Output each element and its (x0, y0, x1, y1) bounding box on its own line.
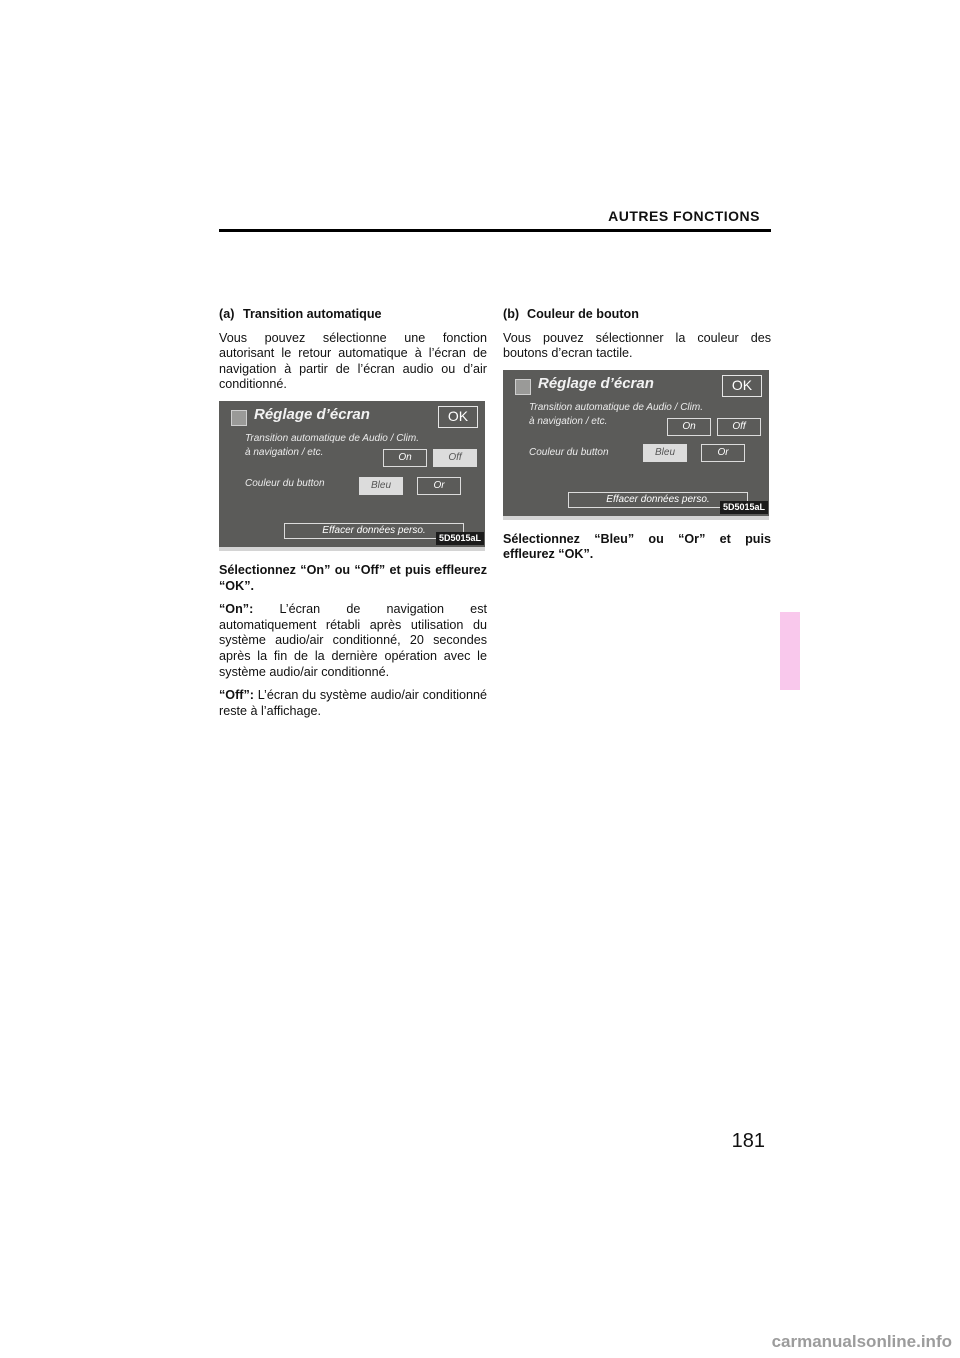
page-number: 181 (731, 1130, 765, 1152)
ok-button: OK (438, 406, 478, 428)
ok-button: OK (722, 375, 762, 397)
off-term: “Off”: (219, 688, 254, 703)
section-b-instruction: Sélectionnez “Bleu” ou “Or” et puis effleurez “OK”. (503, 531, 771, 562)
on-button: On (383, 449, 427, 467)
on-text: L’écran de navigation est automatiquement rétabli après utilisation du système audio/air conditionné, 20 secondes après la fin de la dernière opération avec le système audio/air conditionné. (219, 602, 487, 679)
screen-bottom-stripe (503, 516, 769, 520)
section-b-title: Couleur de bouton (527, 307, 639, 321)
image-code: 5D5015aL (436, 532, 484, 545)
section-a-instruction: Sélectionnez “On” ou “Off” et puis effleurez “OK”. (219, 562, 487, 593)
section-b-label: (b) (503, 307, 520, 321)
section-tab (780, 612, 800, 690)
color-label: Couleur du button (245, 477, 325, 489)
section-a-intro: Vous pouvez sélectionne une fonction autorisant le retour automatique à l’écran de navigation à partir de l’écran audio ou d’air conditionné. (219, 330, 487, 392)
or-button: Or (701, 444, 745, 462)
clear-data-button: Effacer données perso. (568, 492, 748, 508)
section-header: AUTRES FONCTIONS (608, 208, 760, 224)
screen-image-b (503, 370, 769, 520)
screen-image-a (219, 401, 485, 551)
transition-label-line1: Transition automatique de Audio / Clim. (529, 401, 703, 413)
header-rule (219, 229, 771, 232)
off-button: Off (717, 418, 761, 436)
menu-icon (515, 379, 531, 395)
transition-label-line2: à navigation / etc. (529, 415, 608, 427)
off-button: Off (433, 449, 477, 467)
clear-data-button: Effacer données perso. (284, 523, 464, 539)
screen-title: Réglage d’écran (538, 374, 654, 392)
section-b-intro: Vous pouvez sélectionner la couleur des boutons d’ecran tactile. (503, 330, 771, 361)
or-button: Or (417, 477, 461, 495)
bleu-button: Bleu (359, 477, 403, 495)
bleu-button: Bleu (643, 444, 687, 462)
transition-label-line1: Transition automatique de Audio / Clim. (245, 432, 419, 444)
image-code: 5D5015aL (720, 501, 768, 514)
section-b-heading (503, 307, 771, 323)
right-column (503, 307, 771, 571)
transition-label-line2: à navigation / etc. (245, 446, 324, 458)
screen-bottom-stripe (219, 547, 485, 551)
off-description (219, 688, 487, 719)
screen-title: Réglage d’écran (254, 405, 370, 423)
section-a-heading (219, 307, 487, 323)
watermark: carmanualsonline.info (771, 1332, 952, 1351)
off-text: L’écran du système audio/air conditionné reste à l’affichage. (219, 688, 488, 718)
left-column (219, 307, 487, 727)
color-label: Couleur du button (529, 446, 609, 458)
section-a-label: (a) (219, 307, 235, 321)
section-a-title: Transition automatique (243, 307, 382, 321)
on-description (219, 602, 487, 680)
on-term: “On”: (219, 602, 254, 617)
on-button: On (667, 418, 711, 436)
menu-icon (231, 410, 247, 426)
